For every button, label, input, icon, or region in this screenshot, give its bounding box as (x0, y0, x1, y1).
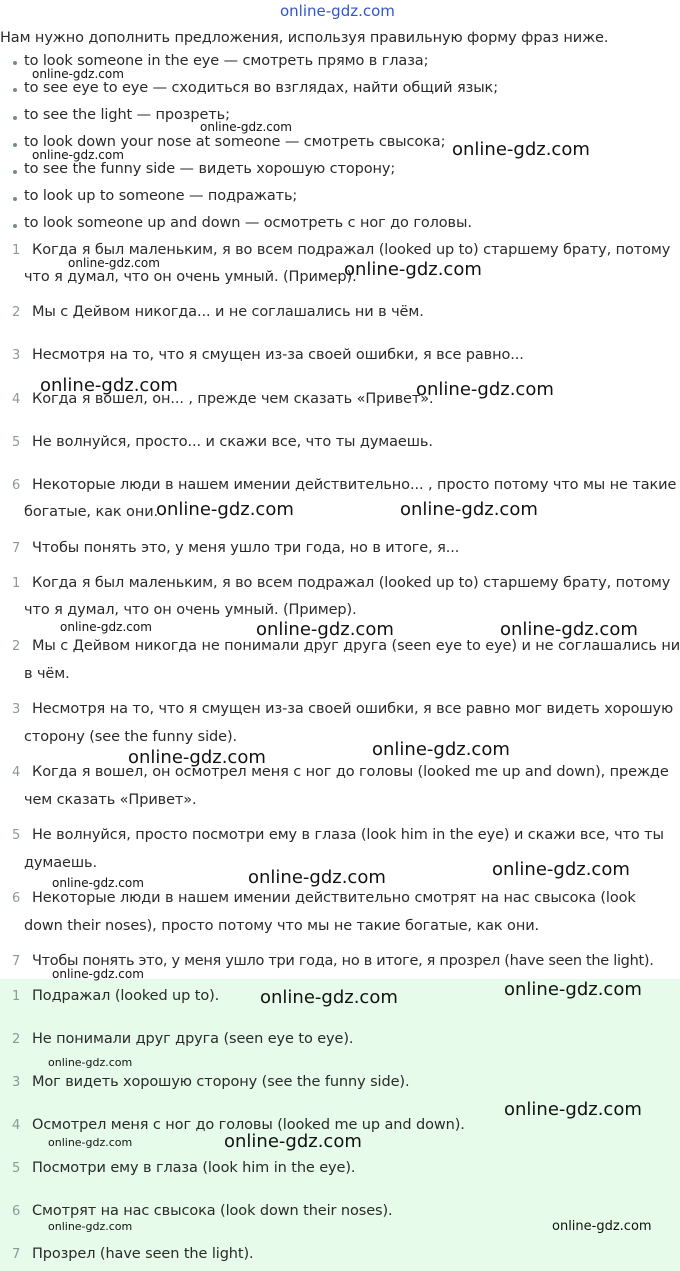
task-text: Чтобы понять это, у меня ушло три года, но в итоге, я... (32, 540, 460, 556)
task-text: Мы с Дейвом никогда... и не соглашались ни в чём. (32, 304, 424, 320)
filled-text: Чтобы понять это, у меня ушло три года, но в итоге, я прозрел (have seen the light). (32, 953, 654, 969)
bullet-icon (13, 143, 17, 147)
task-text: Когда я был маленьким, я во всем подражал (looked up to) старшему брату, потому (32, 242, 671, 258)
watermark: online-gdz.com (32, 148, 124, 162)
watermark: online-gdz.com (68, 256, 160, 270)
answer-number: 1 (12, 989, 21, 1004)
watermark: online-gdz.com (48, 1220, 133, 1233)
task-number: 5 (12, 435, 21, 450)
filled-number: 5 (12, 828, 21, 843)
phrase-item: to see eye to eye — сходиться во взглядах, найти общий язык; (24, 80, 499, 96)
task-text: Некоторые люди в нашем имении действительно... , просто потому что мы не такие (32, 477, 677, 493)
phrase-item: to look someone in the eye — смотреть прямо в глаза; (24, 53, 429, 69)
answer-text: Не понимали друг друга (seen eye to eye). (32, 1031, 354, 1047)
filled-text: Не волнуйся, просто посмотри ему в глаза (look him in the eye) и скажи все, что ты (32, 827, 664, 843)
bullet-icon (13, 88, 17, 92)
answer-number: 5 (12, 1161, 21, 1176)
filled-text-cont: в чём. (24, 666, 70, 682)
watermark: online-gdz.com (52, 967, 144, 981)
bullet-icon (13, 197, 17, 201)
answer-text: Прозрел (have seen the light). (32, 1246, 254, 1262)
filled-number: 7 (12, 954, 21, 969)
watermark: online-gdz.com (40, 375, 178, 396)
filled-number: 2 (12, 639, 21, 654)
task-number: 2 (12, 305, 21, 320)
answer-text: Мог видеть хорошую сторону (see the funny side). (32, 1074, 410, 1090)
watermark: online-gdz.com (48, 1056, 133, 1069)
watermark: online-gdz.com (344, 259, 482, 280)
filled-text: Мы с Дейвом никогда не понимали друг друга (seen eye to eye) и не соглашались ни (32, 638, 680, 654)
watermark: online-gdz.com (224, 1131, 362, 1152)
answer-number: 4 (12, 1118, 21, 1133)
watermark: online-gdz.com (60, 620, 152, 634)
task-number: 1 (12, 243, 21, 258)
watermark: online-gdz.com (256, 619, 394, 640)
watermark: online-gdz.com (156, 499, 294, 520)
bullet-icon (13, 61, 17, 65)
filled-text-cont: думаешь. (24, 855, 97, 871)
filled-text-cont: сторону (see the funny side). (24, 729, 238, 745)
bullet-icon (13, 116, 17, 120)
task-number: 6 (12, 478, 21, 493)
watermark: online-gdz.com (452, 139, 590, 160)
task-text: Несмотря на то, что я смущен из-за своей ошибки, я все равно... (32, 347, 524, 363)
watermark: online-gdz.com (504, 1099, 642, 1120)
phrase-item: to see the light — прозреть; (24, 107, 230, 123)
watermark: online-gdz.com (32, 67, 124, 81)
task-text-cont: богатые, как они. (24, 504, 159, 520)
filled-number: 4 (12, 765, 21, 780)
bullet-icon (13, 170, 17, 174)
answer-text: Осмотрел меня с ног до головы (looked me up and down). (32, 1117, 465, 1133)
watermark: online-gdz.com (504, 979, 642, 1000)
watermark: online-gdz.com (416, 379, 554, 400)
watermark: online-gdz.com (248, 867, 386, 888)
answer-number: 7 (12, 1247, 21, 1262)
phrase-item: to look down your nose at someone — смотреть свысока; (24, 134, 446, 150)
watermark-top: online-gdz.com (280, 2, 395, 20)
watermark: online-gdz.com (500, 619, 638, 640)
watermark: online-gdz.com (52, 876, 144, 890)
watermark: online-gdz.com (372, 739, 510, 760)
bullet-icon (13, 224, 17, 228)
filled-number: 6 (12, 891, 21, 906)
answer-number: 3 (12, 1075, 21, 1090)
filled-text-cont: down their noses), просто потому что мы не такие богатые, как они. (24, 918, 540, 934)
task-number: 4 (12, 392, 21, 407)
watermark: online-gdz.com (48, 1136, 133, 1149)
watermark: online-gdz.com (492, 859, 630, 880)
answer-number: 2 (12, 1032, 21, 1047)
phrase-item: to look up to someone — подражать; (24, 188, 298, 204)
filled-text: Когда я был маленьким, я во всем подражал (looked up to) старшему брату, потому (32, 575, 671, 591)
watermark: online-gdz.com (552, 1219, 652, 1234)
intro-text: Нам нужно дополнить предложения, используя правильную форму фраз ниже. (0, 30, 609, 46)
filled-text-cont: чем сказать «Привет». (24, 792, 197, 808)
task-text: Когда я вошел, он... , прежде чем сказать «Привет». (32, 391, 434, 407)
task-number: 7 (12, 541, 21, 556)
answer-number: 6 (12, 1204, 21, 1219)
watermark: online-gdz.com (400, 499, 538, 520)
filled-text: Несмотря на то, что я смущен из-за своей ошибки, я все равно мог видеть хорошую (32, 701, 674, 717)
answer-text: Смотрят на нас свысока (look down their noses). (32, 1203, 393, 1219)
filled-number: 1 (12, 576, 21, 591)
task-text-cont: что я думал, что он очень умный. (Пример). (24, 269, 357, 285)
filled-text: Некоторые люди в нашем имении действительно смотрят на нас свысока (look (32, 890, 636, 906)
phrase-item: to see the funny side — видеть хорошую сторону; (24, 161, 396, 177)
watermark: online-gdz.com (200, 120, 292, 134)
task-number: 3 (12, 348, 21, 363)
watermark: online-gdz.com (260, 987, 398, 1008)
watermark: online-gdz.com (128, 747, 266, 768)
filled-text: Когда я вошел, он осмотрел меня с ног до головы (looked me up and down), прежде (32, 764, 669, 780)
answer-text: Подражал (looked up to). (32, 988, 220, 1004)
answer-text: Посмотри ему в глаза (look him in the eye). (32, 1160, 356, 1176)
phrase-item: to look someone up and down — осмотреть с ног до головы. (24, 215, 472, 231)
filled-text-cont: что я думал, что он очень умный. (Пример). (24, 602, 357, 618)
task-text: Не волнуйся, просто... и скажи все, что ты думаешь. (32, 434, 433, 450)
filled-number: 3 (12, 702, 21, 717)
